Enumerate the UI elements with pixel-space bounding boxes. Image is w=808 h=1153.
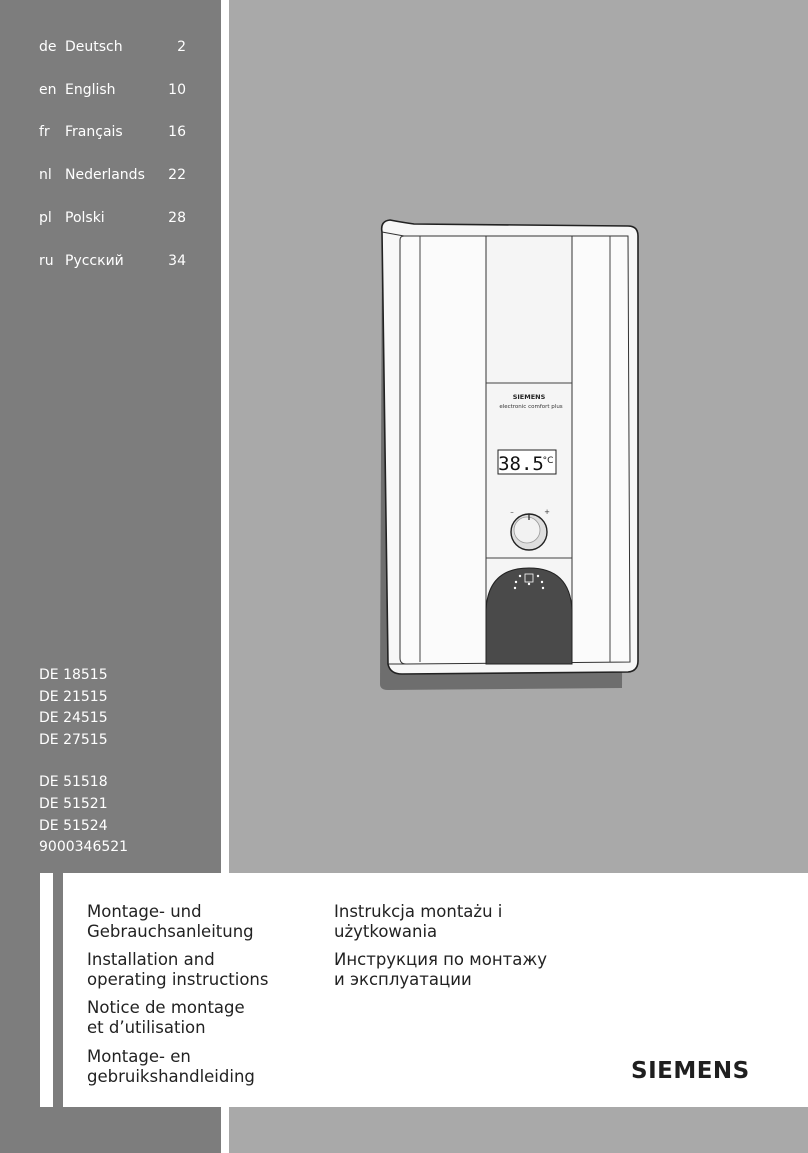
lang-row-de[interactable]: [0, 39, 221, 59]
lang-name: Nederlands: [65, 167, 145, 183]
title-line: Инструкция по монтажу: [334, 950, 547, 969]
lang-page: 28: [168, 210, 186, 226]
water-heater-illustration: [370, 218, 650, 693]
lang-code: ru: [39, 253, 54, 269]
temperature-unit: °C: [542, 456, 554, 466]
bottom-band: [229, 1107, 808, 1153]
model-number: DE 51518: [39, 774, 108, 791]
lang-code: nl: [39, 167, 52, 183]
title-fr: [87, 998, 245, 1038]
title-en: [87, 950, 268, 990]
lang-name: Polski: [65, 210, 105, 226]
lang-row-fr[interactable]: [0, 124, 221, 144]
model-list: [39, 665, 128, 859]
model-number: DE 24515: [39, 710, 108, 727]
model-number: DE 27515: [39, 731, 108, 748]
part-number: 9000346521: [39, 839, 129, 856]
title-nl: [87, 1047, 255, 1087]
accent-strip: [40, 873, 53, 1107]
lang-code: pl: [39, 210, 52, 226]
plus-label: +: [544, 508, 550, 516]
device-brand: SIEMENS: [512, 393, 546, 401]
title-ru: [334, 950, 547, 990]
model-number: DE 51524: [39, 817, 108, 834]
temperature-value: 38.5: [498, 453, 544, 475]
lang-row-pl[interactable]: [0, 210, 221, 230]
device-model-line: electronic comfort plus: [499, 404, 563, 410]
lang-row-ru[interactable]: [0, 253, 221, 273]
lang-page: 16: [168, 124, 186, 140]
lang-page: 22: [168, 167, 186, 183]
title-de: [87, 902, 254, 942]
title-line: Notice de montage: [87, 998, 245, 1017]
title-line: Installation and: [87, 950, 215, 969]
title-line: gebruikshandleiding: [87, 1067, 255, 1086]
minus-label: –: [510, 508, 514, 516]
lang-name: Français: [65, 124, 123, 140]
lang-name: Deutsch: [65, 39, 123, 55]
lang-code: fr: [39, 124, 50, 140]
lang-page: 2: [177, 39, 186, 55]
model-number: DE 21515: [39, 688, 108, 705]
title-line: użytkowania: [334, 922, 438, 941]
lang-page: 10: [168, 82, 186, 98]
lang-code: de: [39, 39, 57, 55]
lang-row-nl[interactable]: [0, 167, 221, 187]
spacer: [39, 751, 128, 772]
model-number: DE 18515: [39, 667, 108, 683]
lang-name: English: [65, 82, 116, 98]
lower-panel: [486, 568, 572, 664]
title-line: Montage- und: [87, 902, 202, 921]
lang-name: Русский: [65, 253, 124, 269]
brand-logo: SIEMENS: [631, 1058, 750, 1084]
title-line: et d’utilisation: [87, 1018, 206, 1037]
title-line: Gebrauchsanleitung: [87, 922, 254, 941]
title-line: и эксплуатации: [334, 970, 472, 989]
lang-page: 34: [168, 253, 186, 269]
title-pl: [334, 902, 502, 942]
title-line: Montage- en: [87, 1047, 191, 1066]
model-number: DE 51521: [39, 795, 108, 812]
lang-row-en[interactable]: [0, 82, 221, 102]
lang-code: en: [39, 82, 57, 98]
knob-highlight: [514, 517, 540, 543]
title-line: Instrukcja montażu i: [334, 902, 503, 921]
title-line: operating instructions: [87, 970, 269, 989]
